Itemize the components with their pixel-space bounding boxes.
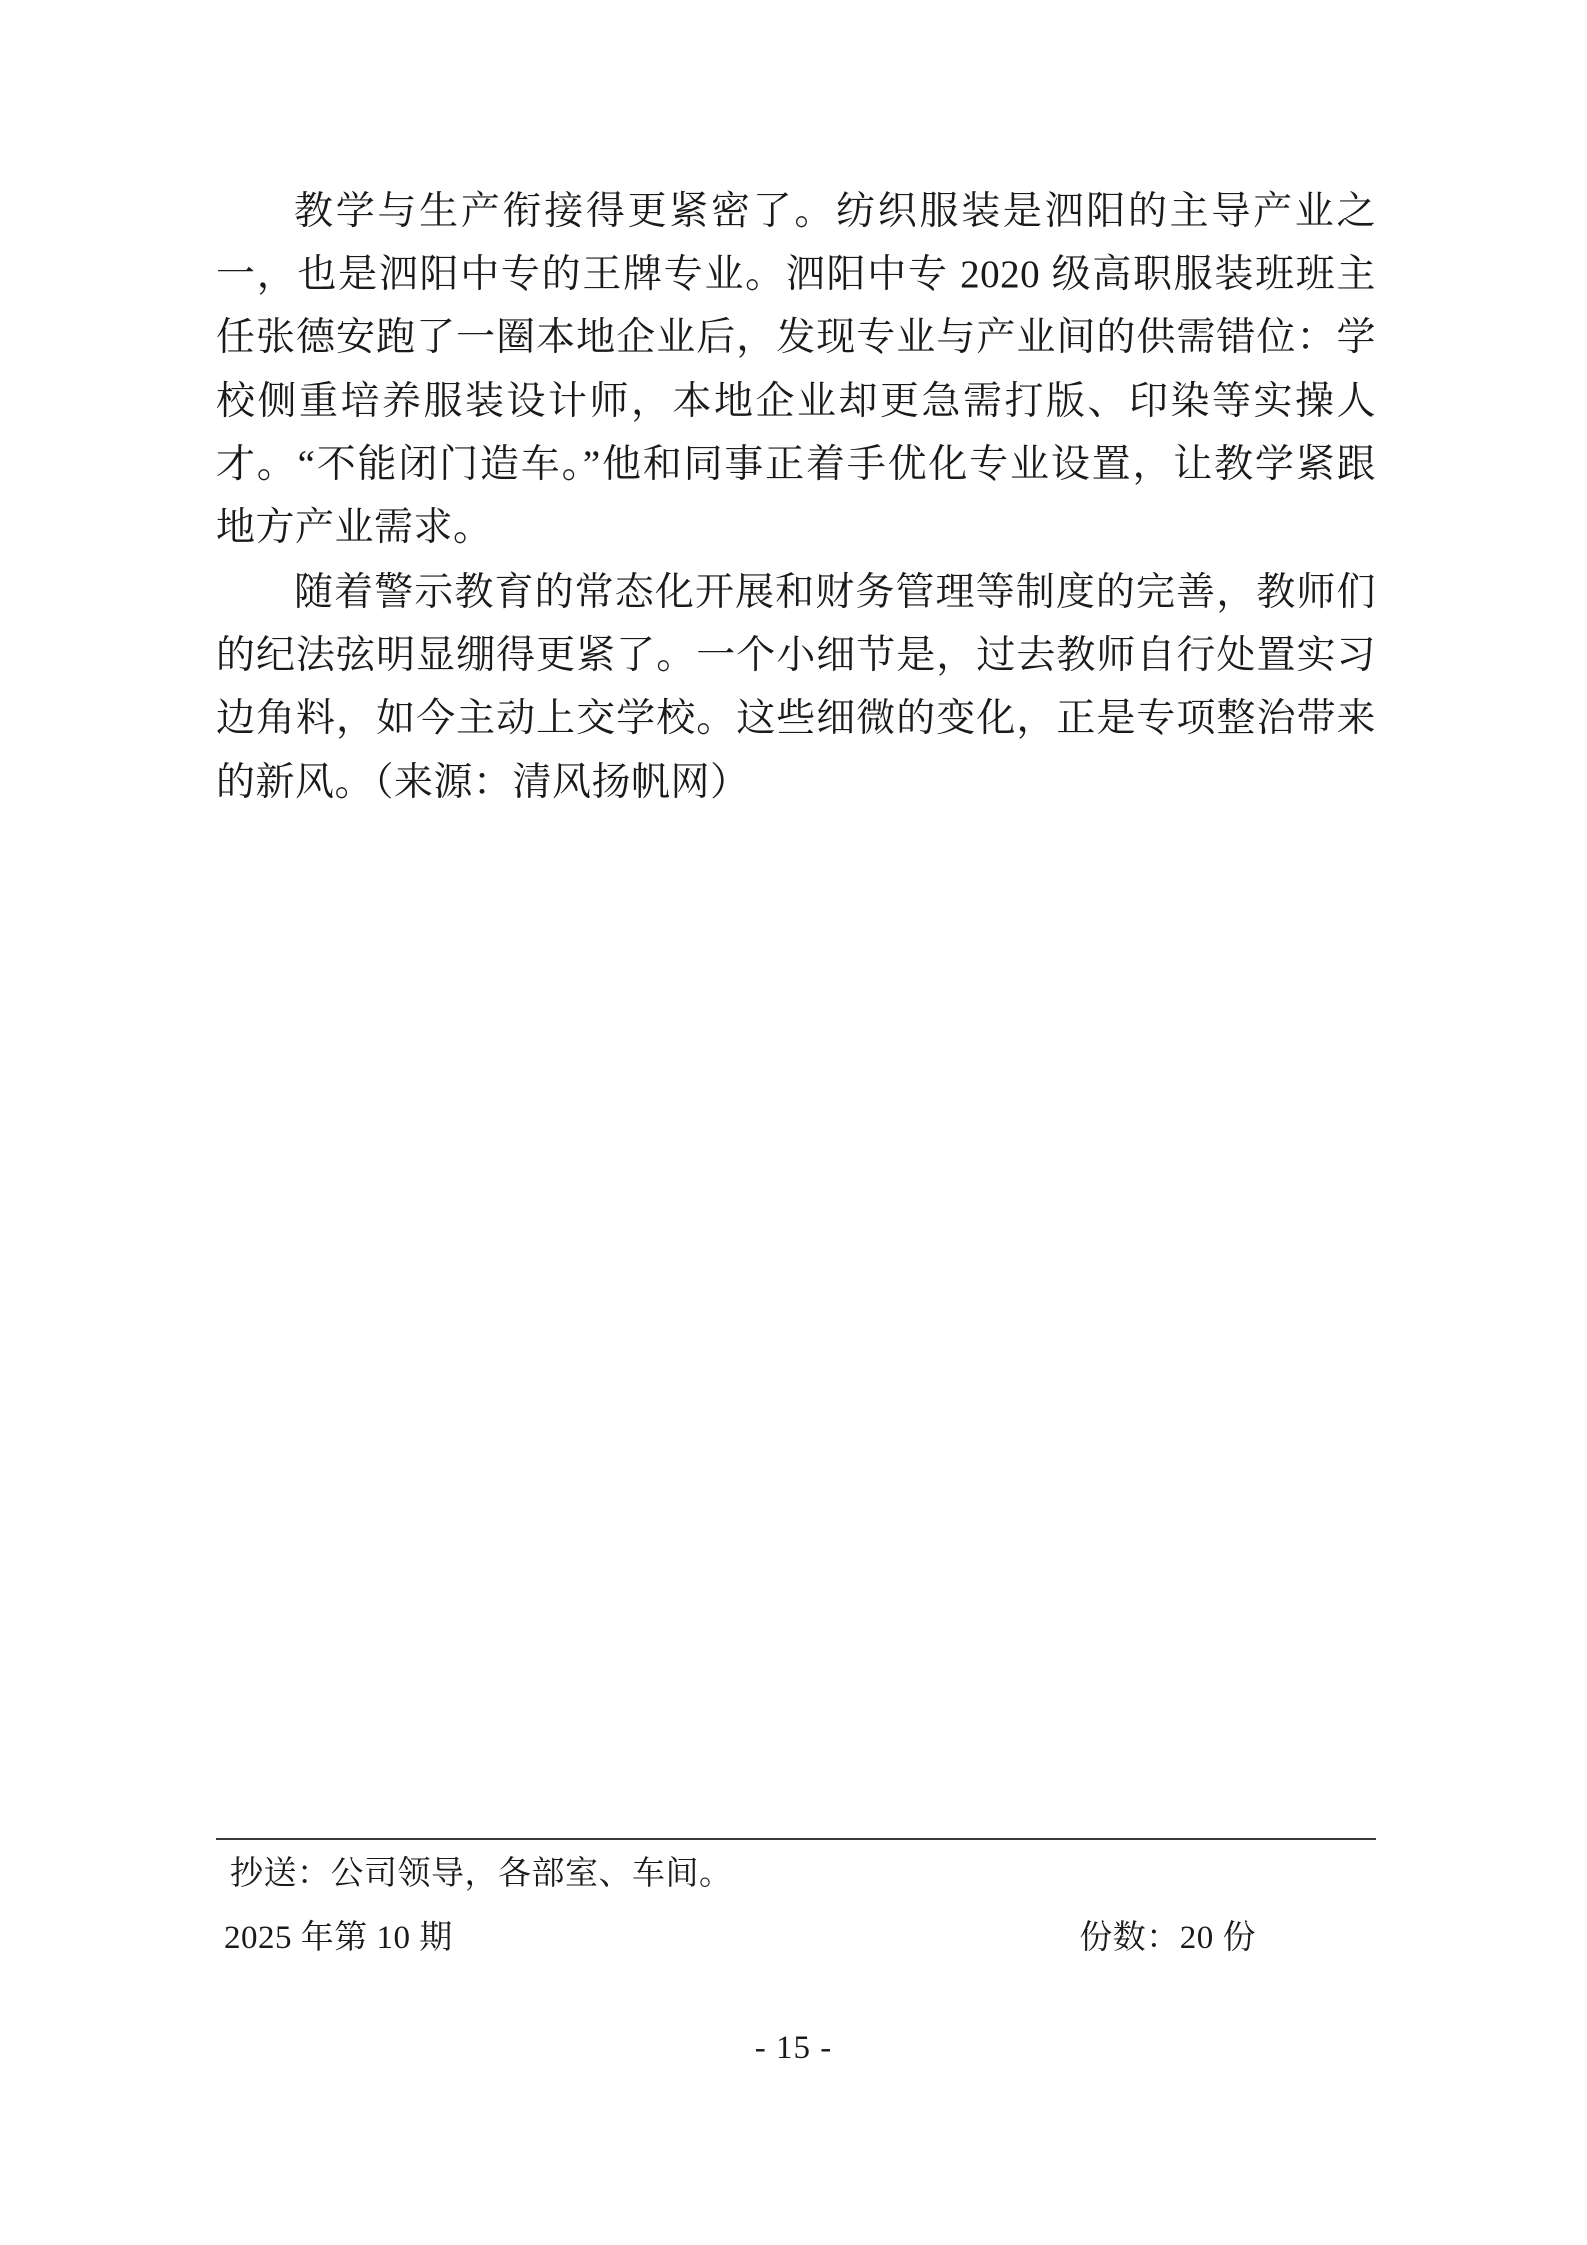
footer-distribution: 抄送：公司领导，各部室、车间。 — [230, 1856, 733, 1892]
page-footer — [216, 1838, 1376, 1963]
footer-issue: 2025 年第 10 期 — [224, 1919, 453, 1956]
footer-copies: 份数：20 份 — [1079, 1919, 1256, 1956]
footer-meta-row — [216, 1914, 1376, 1964]
paragraph-1: 教学与生产衔接得更紧密了。纺织服装是泗阳的主导产业之一，也是泗阳中专的王牌专业。泗阳中专 2020 级高职服装班班主任张德安跑了一圈本地企业后，发现专业与产业间的供需错位：学校侧重培养服装设计师，本地企业却更急需打版、印染等实操人才。“不能闭门造车。”他和同事正着手优化专业设置，让教学紧跟地方产业需求。 — [216, 190, 1376, 549]
page-number: - 15 - — [754, 2030, 833, 2066]
paragraph-2: 随着警示教育的常态化开展和财务管理等制度的完善，教师们的纪法弦明显绷得更紧了。一个小细节是，过去教师自行处置实习边角料，如今主动上交学校。这些细微的变化，正是专项整治带来的新风。（来源：清风扬帆网） — [216, 571, 1376, 804]
footer-divider — [216, 1838, 1376, 1840]
document-body — [216, 180, 1376, 816]
